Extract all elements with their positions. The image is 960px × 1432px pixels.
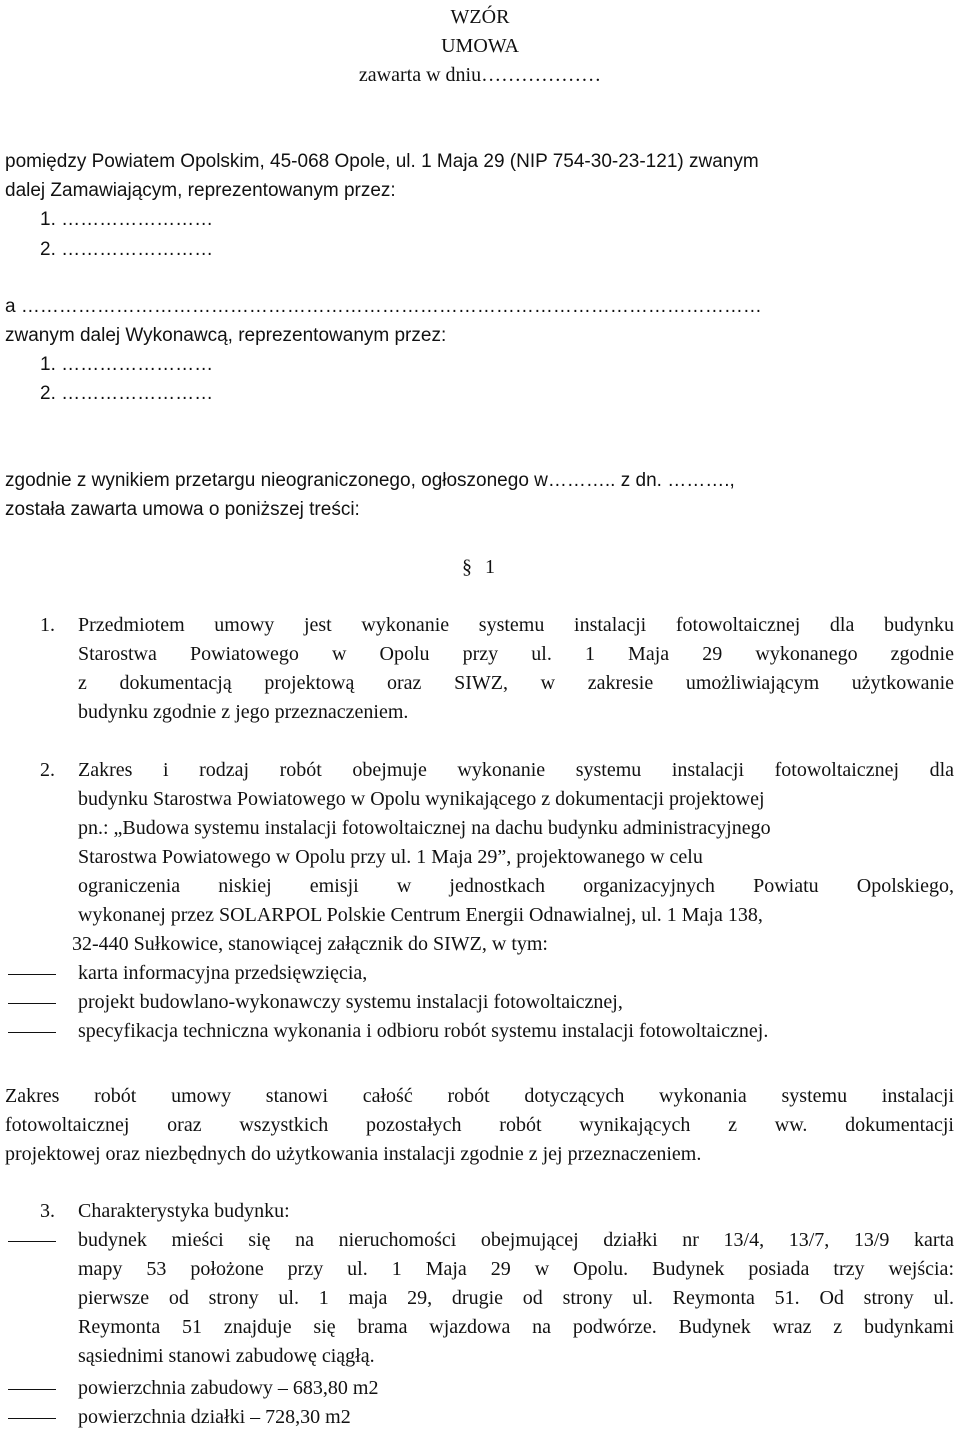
list-item: specyfikacja techniczna wykonania i odbioru robót systemu instalacji fotowoltaicznej. xyxy=(78,1020,769,1042)
section-heading xyxy=(462,553,495,582)
p2-line-1: Zakres i rodzaj robót obejmuje wykonanie systemu instalacji fotowoltaicznej dla xyxy=(78,759,954,781)
list-item: powierzchnia zabudowy – 683,80 m2 xyxy=(78,1377,379,1399)
section-symbol: § xyxy=(462,556,472,578)
p2-line-6: wykonanej przez SOLARPOL Polskie Centrum Energii Odnawialnej, ul. 1 Maja 138, xyxy=(78,904,763,926)
client-representative-2: 2. …………………… xyxy=(40,239,214,260)
tender-line-2: została zawarta umowa o poniższej treści: xyxy=(5,499,360,520)
tender-line-1: zgodnie z wynikiem przetargu nieograniczonego, ogłoszonego w……….. z dn. ………., xyxy=(5,470,735,491)
list-item: karta informacyjna przedsięwzięcia, xyxy=(78,962,368,984)
list-dash-icon xyxy=(8,1032,56,1033)
list-dash-icon xyxy=(8,1241,56,1242)
contractor-name-line: a ……………………………………………………………………………………………………… xyxy=(5,296,762,317)
p3-b1-line-4: Reymonta 51 znajduje się brama wjazdowa na podwórze. Budynek wraz z budynkami xyxy=(78,1316,954,1338)
parties-line-2: dalej Zamawiającym, reprezentowanym przez: xyxy=(5,180,396,201)
p2-line-7: 32-440 Sułkowice, stanowiącej załącznik do SIWZ, w tym: xyxy=(72,933,548,955)
p3-b1-line-5: sąsiednimi stanowi zabudowę ciągłą. xyxy=(78,1345,375,1367)
p3-title: Charakterystyka budynku: xyxy=(78,1200,290,1222)
p1-number: 1. xyxy=(40,614,55,636)
list-item: projekt budowlano-wykonawczy systemu instalacji fotowoltaicznej, xyxy=(78,991,623,1013)
p1-line-2: Starostwa Powiatowego w Opolu przy ul. 1 Maja 29 wykonanego zgodnie xyxy=(78,643,954,665)
contractor-representative-2: 2. …………………… xyxy=(40,383,214,404)
p2-line-2: budynku Starostwa Powiatowego w Opolu wynikającego z dokumentacji projektowej xyxy=(78,788,765,810)
contract-date-line: zawarta w dniu……………… xyxy=(358,64,602,86)
list-dash-icon xyxy=(8,1418,56,1419)
scope-line-2: fotowoltaicznej oraz wszystkich pozostałych robót wynikających z ww. dokumentacji xyxy=(5,1114,954,1136)
doc-title: UMOWA xyxy=(441,35,519,57)
p1-line-4: budynku zgodnie z jego przeznaczeniem. xyxy=(78,701,409,723)
scope-line-1: Zakres robót umowy stanowi całość robót dotyczących wykonania systemu instalacji xyxy=(5,1085,954,1107)
p1-line-1: Przedmiotem umowy jest wykonanie systemu instalacji fotowoltaicznej dla budynku xyxy=(78,614,954,636)
contractor-representative-1: 1. …………………… xyxy=(40,354,214,375)
p2-line-3: pn.: „Budowa systemu instalacji fotowoltaicznej na dachu budynku administracyjnego xyxy=(78,817,771,839)
list-dash-icon xyxy=(8,1389,56,1390)
p3-b1-line-3: pierwsze od strony ul. 1 maja 29, drugie od strony ul. Reymonta 51. Od strony ul. xyxy=(78,1287,954,1309)
doc-label-wzor: WZÓR xyxy=(450,6,510,28)
p2-line-4: Starostwa Powiatowego w Opolu przy ul. 1 Maja 29”, projektowanego w celu xyxy=(78,846,703,868)
list-item: powierzchnia działki – 728,30 m2 xyxy=(78,1406,351,1428)
scope-line-3: projektowej oraz niezbędnych do użytkowania instalacji zgodnie z jej przeznaczeniem. xyxy=(5,1143,702,1165)
p3-number: 3. xyxy=(40,1200,55,1222)
p3-b1-line-1: budynek mieści się na nieruchomości obejmującej działki nr 13/4, 13/7, 13/9 karta xyxy=(78,1229,954,1251)
p3-b1-line-2: mapy 53 położone przy ul. 1 Maja 29 w Opolu. Budynek posiada trzy wejścia: xyxy=(78,1258,954,1280)
section-number: 1 xyxy=(485,556,495,578)
p2-line-5: ograniczenia niskiej emisji w jednostkach organizacyjnych Powiatu Opolskiego, xyxy=(78,875,954,897)
client-representative-1: 1. …………………… xyxy=(40,209,214,230)
contractor-line: zwanym dalej Wykonawcą, reprezentowanym przez: xyxy=(5,325,447,346)
p1-line-3: z dokumentacją projektową oraz SIWZ, w zakresie umożliwiającym użytkowanie xyxy=(78,672,954,694)
list-dash-icon xyxy=(8,974,56,975)
list-dash-icon xyxy=(8,1003,56,1004)
p2-number: 2. xyxy=(40,759,55,781)
parties-line-1: pomiędzy Powiatem Opolskim, 45-068 Opole, ul. 1 Maja 29 (NIP 754-30-23-121) zwanym xyxy=(5,151,759,172)
